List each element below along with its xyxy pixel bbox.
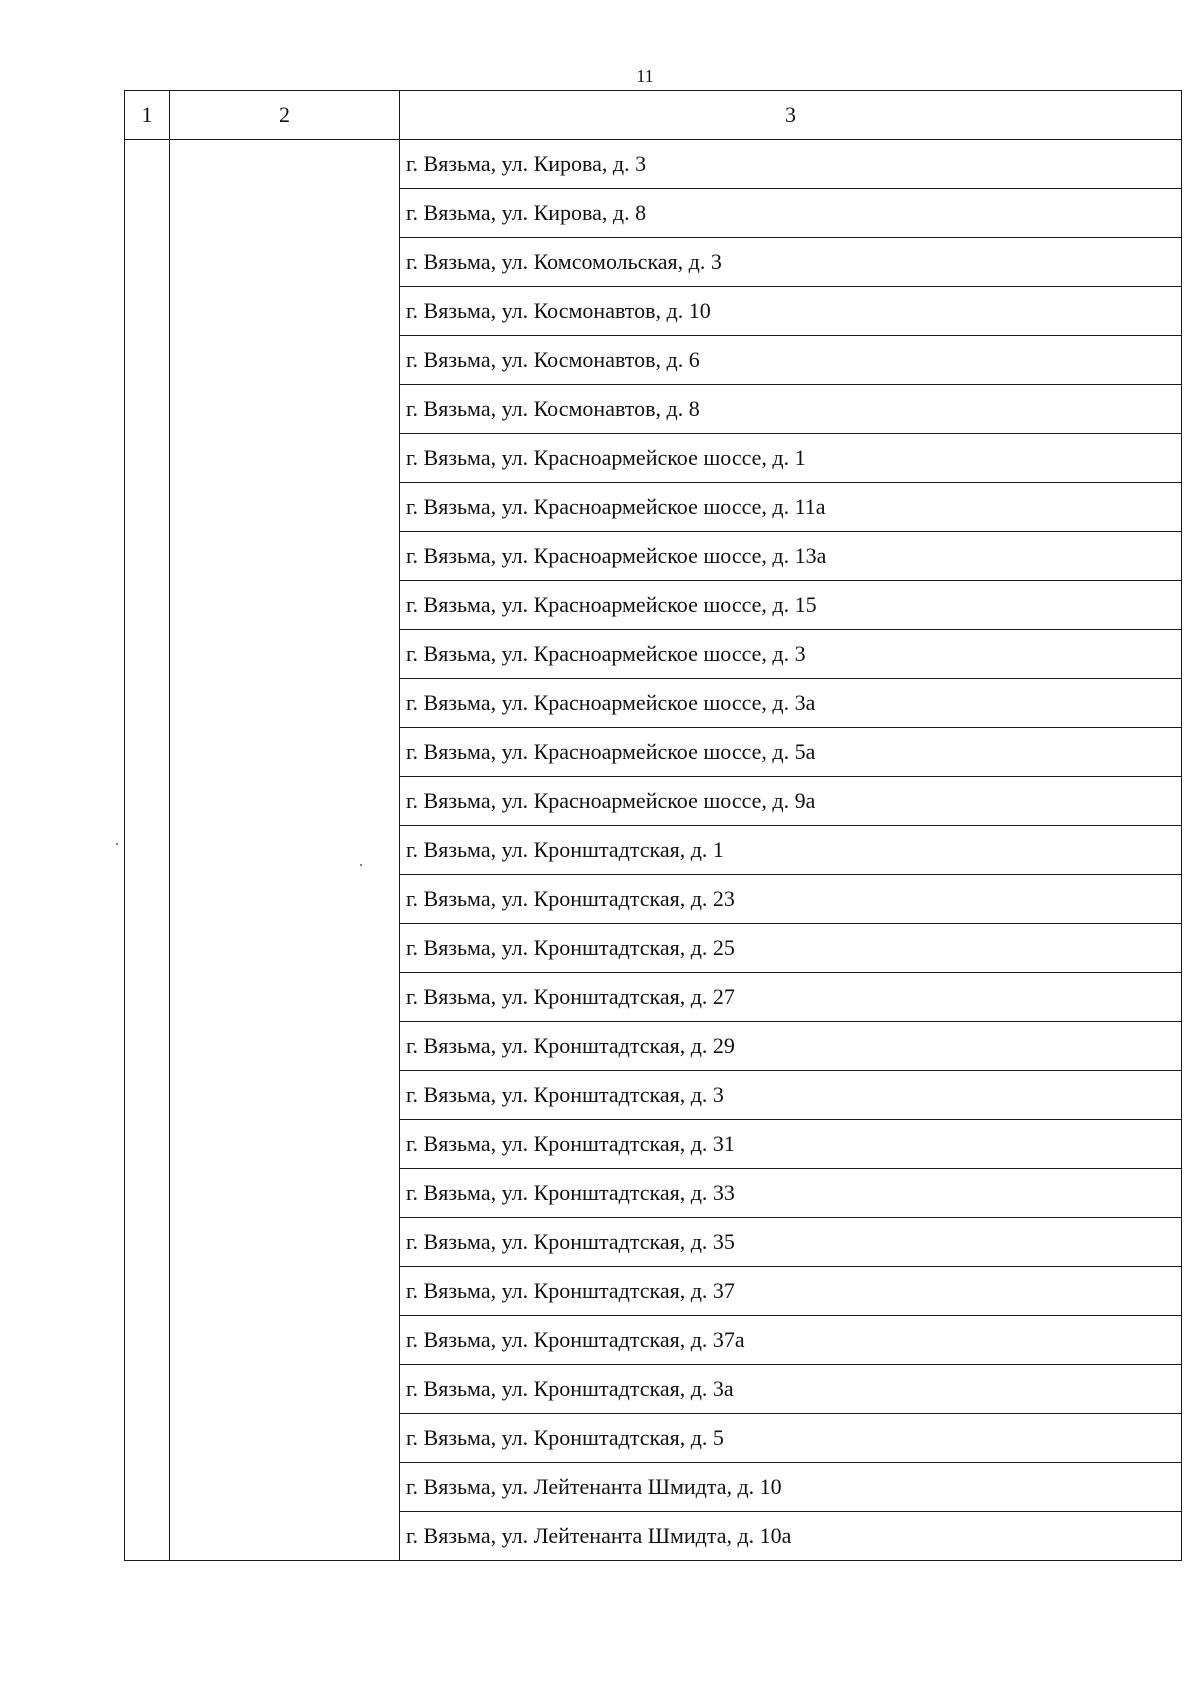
address-cell: г. Вязьма, ул. Красноармейское шоссе, д. 1 bbox=[400, 434, 1182, 483]
address-cell: г. Вязьма, ул. Космонавтов, д. 10 bbox=[400, 287, 1182, 336]
address-cell: г. Вязьма, ул. Лейтенанта Шмидта, д. 10а bbox=[400, 1512, 1182, 1561]
address-cell: г. Вязьма, ул. Кирова, д. 8 bbox=[400, 189, 1182, 238]
address-cell: г. Вязьма, ул. Лейтенанта Шмидта, д. 10 bbox=[400, 1463, 1182, 1512]
address-cell: г. Вязьма, ул. Комсомольская, д. 3 bbox=[400, 238, 1182, 287]
address-table bbox=[124, 90, 1182, 1561]
address-cell: г. Вязьма, ул. Красноармейское шоссе, д. 5а bbox=[400, 728, 1182, 777]
address-cell: г. Вязьма, ул. Кронштадтская, д. 23 bbox=[400, 875, 1182, 924]
address-cell: г. Вязьма, ул. Космонавтов, д. 8 bbox=[400, 385, 1182, 434]
address-cell: г. Вязьма, ул. Кронштадтская, д. 3а bbox=[400, 1365, 1182, 1414]
address-cell: г. Вязьма, ул. Красноармейское шоссе, д. 11а bbox=[400, 483, 1182, 532]
col-2-merged-cell bbox=[170, 140, 400, 1561]
address-cell: г. Вязьма, ул. Кронштадтская, д. 25 bbox=[400, 924, 1182, 973]
address-cell: г. Вязьма, ул. Кронштадтская, д. 31 bbox=[400, 1120, 1182, 1169]
address-cell: г. Вязьма, ул. Красноармейское шоссе, д. 3 bbox=[400, 630, 1182, 679]
header-col-1: 1 bbox=[125, 91, 170, 140]
header-col-2: 2 bbox=[170, 91, 400, 140]
table-body bbox=[125, 140, 1182, 1561]
address-cell: г. Вязьма, ул. Кронштадтская, д. 27 bbox=[400, 973, 1182, 1022]
address-cell: г. Вязьма, ул. Кронштадтская, д. 33 bbox=[400, 1169, 1182, 1218]
address-cell: г. Вязьма, ул. Кронштадтская, д. 29 bbox=[400, 1022, 1182, 1071]
address-cell: г. Вязьма, ул. Кронштадтская, д. 37 bbox=[400, 1267, 1182, 1316]
table-header-row bbox=[125, 91, 1182, 140]
address-cell: г. Вязьма, ул. Кронштадтская, д. 5 bbox=[400, 1414, 1182, 1463]
address-cell: г. Вязьма, ул. Кронштадтская, д. 1 bbox=[400, 826, 1182, 875]
address-cell: г. Вязьма, ул. Космонавтов, д. 6 bbox=[400, 336, 1182, 385]
address-cell: г. Вязьма, ул. Кронштадтская, д. 37а bbox=[400, 1316, 1182, 1365]
address-cell: г. Вязьма, ул. Кирова, д. 3 bbox=[400, 140, 1182, 189]
address-cell: г. Вязьма, ул. Кронштадтская, д. 3 bbox=[400, 1071, 1182, 1120]
address-cell: г. Вязьма, ул. Красноармейское шоссе, д. 3а bbox=[400, 679, 1182, 728]
col-1-merged-cell bbox=[125, 140, 170, 1561]
scan-speck bbox=[360, 864, 362, 866]
header-col-3: 3 bbox=[400, 91, 1182, 140]
table-row bbox=[125, 140, 1182, 189]
address-cell: г. Вязьма, ул. Красноармейское шоссе, д. 9а bbox=[400, 777, 1182, 826]
scan-speck bbox=[116, 843, 118, 845]
address-cell: г. Вязьма, ул. Красноармейское шоссе, д. 13а bbox=[400, 532, 1182, 581]
address-cell: г. Вязьма, ул. Красноармейское шоссе, д. 15 bbox=[400, 581, 1182, 630]
address-cell: г. Вязьма, ул. Кронштадтская, д. 35 bbox=[400, 1218, 1182, 1267]
page-number: 11 bbox=[636, 66, 654, 86]
